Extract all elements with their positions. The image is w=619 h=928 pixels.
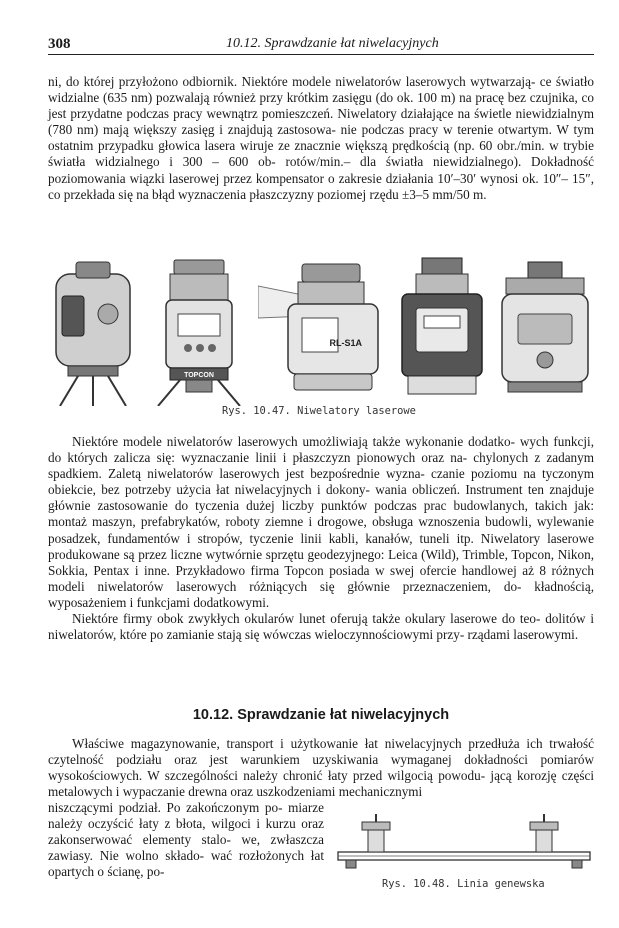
geneva-line-illustration xyxy=(334,812,594,872)
body-paragraph-block xyxy=(48,434,594,643)
paragraph-laser-eyepieces: Niektóre firmy obok zwykłych okularów lunet oferują także okulary laserowe do teo- dolitów i niwelatorów, które po zamianie stają się wówczas wieloczynnościowymi przy- rządami laserowymi. xyxy=(48,611,594,643)
running-title: 10.12. Sprawdzanie łat niwelacyjnych xyxy=(226,36,439,51)
paragraph-additional-functions: Niektóre modele niwelatorów laserowych umożliwiają także wykonanie dodatko- wych funkcji, do których zalicza się: wyznaczanie linii i płaszczyzn pionowych oraz na- chylonych z zadanym spadkiem. Zaletą niwelatorów laserowych jest bezpośrednie wyzna- czanie poziomu na tyczonym obiekcie, bez potrzeby użycia łat niwelacyjnych i dokony- wania obliczeń. Instrument ten znajduje głównie zastosowanie do tyczenia dużej liczby punktów podczas prac budowlanych, takich jak: montaż maszyn, prefabrykatów, roboty ziemne i drogowe, obsługa wznoszenia budowli, wylewanie posadzek, fundamentów i stropów, tyczenie linii kabli, kanałów, tuneli itp. Niwelatory laserowe produkowane są przez liczne wytwórnie sprzętu geodezyjnego: Leica (Wild), Trimble, Topcon, Nikon, Sokkia, Pentax i inne. Przykładowo firma Topcon posiada w swej ofercie handlowej aż 8 różnych modeli niwelatorów laserowych różniących się głównie przeznaczeniem, do- kładnością, wyposażeniem i funkcjami dodatkowymi. xyxy=(48,434,594,610)
laser-level-device-4-illustration xyxy=(394,256,489,406)
section-heading: 10.12. Sprawdzanie łat niwelacyjnych xyxy=(192,707,450,723)
paragraph-rod-storage: Właściwe magazynowanie, transport i użytkowanie łat niwelacyjnych przedłuża ich trwałość czytelność podziału oraz jest warunkiem uzyskiwania wymaganej dokładności pomiarów wysokościowych. W szczególności należy chronić łaty przed wilgocią powodu- jącą korozję części metalowych i wypaczanie drewna oraz uszkodzeniami mechanicznymi xyxy=(48,736,594,800)
figure-laser-levels xyxy=(48,256,594,406)
page-header xyxy=(48,34,594,55)
paragraph-rod-cleaning: niszczącymi podział. Po zakończonym po- miarze należy oczyścić łaty z błota, wilgoci i kurzu oraz zakonserwować elementy stalo- we, zwłaszcza zawiasy. Nie wolno składo- wać rozłożonych łat opartych o ścianę, po- xyxy=(48,800,324,880)
intro-paragraph-block xyxy=(48,74,594,203)
laser-level-device-1-illustration xyxy=(48,256,138,406)
page-number: 308 xyxy=(48,36,71,52)
section-intro-block xyxy=(48,736,594,800)
figure-10-47-caption: Rys. 10.47. Niwelatory laserowe xyxy=(222,405,416,417)
wrapped-paragraph-block xyxy=(48,800,324,880)
laser-level-device-5-illustration xyxy=(496,256,594,406)
paragraph-laser-light: ni, do której przyłożono odbiornik. Niektóre modele niwelatorów laserowych wytwarzają- ce światło widzialne (635 nm) pozwalają również przy krótkim zasięgu (do ok. 100 m) na pracę bez czujnika, co jest przydatne podczas pracy wewnątrz pomieszczeń. Niwelatory działające na świetle niewidzialnym (780 nm) mają większy zasięg i znajdują zastosowa- nie podczas pracy w terenie otwartym. W tym ostatnim przypadku głowica lasera wiruje ze znacznie większą prędkością (np. 60 obr./min. w trybie światła widzialnego i 300 – 600 ob- rotów/min.– dla światła niewidzialnego). Dokładność poziomowania wiązki laserowej przez kompensator o zakresie działania 10′–30′ wynosi ok. 10″– 15″, co przekłada się na błąd wyznaczenia płaszczyzny poziomej rzędu ±3–5 mm/50 m. xyxy=(48,74,594,202)
device-2-brand-label: TOPCON xyxy=(184,372,214,379)
figure-10-48-caption: Rys. 10.48. Linia genewska xyxy=(382,878,545,890)
laser-level-device-3-illustration xyxy=(258,256,388,406)
device-3-model-label: RL-S1A xyxy=(329,338,362,348)
laser-level-device-2-illustration xyxy=(144,256,254,406)
